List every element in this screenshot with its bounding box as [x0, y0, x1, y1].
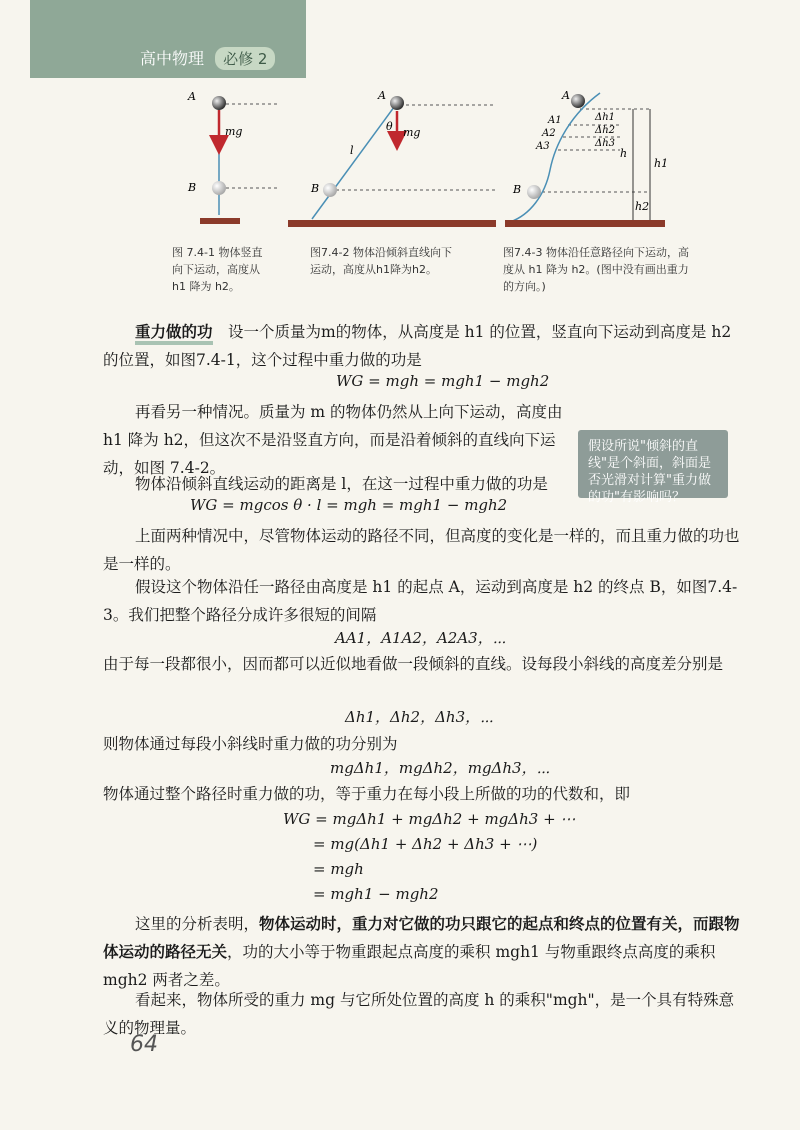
formula-2: WG = mgcos θ · l = mgh = mgh1 − mgh2 — [190, 496, 508, 514]
svg-text:h: h — [620, 147, 628, 160]
caption-fig-7-4-2: 图7.4-2 物体沿倾斜直线向下运动，高度从h1降为h2。 — [310, 246, 452, 276]
svg-text:A: A — [562, 89, 570, 102]
paragraph-4: 上面两种情况中，尽管物体运动的路径不同，但高度的变化是一样的，而且重力做的功也是一样的。 — [103, 527, 740, 573]
svg-text:Δh1: Δh1 — [595, 112, 616, 123]
svg-text:A: A — [188, 90, 196, 103]
svg-text:h2: h2 — [635, 200, 650, 213]
page-number: 64 — [130, 1032, 158, 1057]
formula-6-line-3: = mgh — [313, 860, 364, 878]
svg-text:Δh3: Δh3 — [595, 138, 616, 149]
key-conclusion: 物体运动时，重力对它做的功只跟它的起点和终点的位置有关，而跟物体运动的路径无关 — [103, 914, 740, 961]
svg-text:Δh2: Δh2 — [595, 125, 616, 136]
formula-3: AA1，A1A2，A2A3，⋯ — [335, 629, 507, 647]
header-title: 高中物理 — [140, 49, 205, 68]
svg-text:A3: A3 — [536, 141, 550, 152]
section-term: 重力做的功 — [135, 322, 213, 345]
caption-fig-7-4-3: 图7.4-3 物体沿任意路径向下运动，高度从 h1 降为 h2。(图中没有画出重力的方向。) — [503, 246, 689, 293]
figure-7-4-3 — [505, 89, 668, 227]
figure-7-4-1 — [187, 90, 280, 224]
paragraph-5: 假设这个物体沿任一路径由高度是 h1 的起点 A，运动到高度是 h2 的终点 B，如图7.4-3。我们把整个路径分成许多很短的间隔 — [103, 578, 738, 624]
paragraph-8: 物体通过整个路径时重力做的功，等于重力在每小段上所做的功的代数和，即 — [103, 785, 631, 803]
svg-text:θ: θ — [386, 120, 393, 133]
caption-fig-7-4-1: 图 7.4-1 物体竖直向下运动，高度从 h1 降为 h2。 — [172, 246, 263, 293]
formula-4: Δh1，Δh2，Δh3，⋯ — [345, 708, 494, 726]
formula-6-line-4: = mgh1 − mgh2 — [313, 885, 439, 903]
formula-6-line-2: = mg(Δh1 + Δh2 + Δh3 + ⋯) — [313, 835, 538, 853]
svg-text:A2: A2 — [542, 128, 556, 139]
svg-text:B: B — [311, 182, 320, 195]
svg-text:B: B — [513, 183, 522, 196]
svg-text:h1: h1 — [654, 157, 669, 170]
formula-1: WG = mgh = mgh1 − mgh2 — [336, 372, 550, 390]
svg-text:A1: A1 — [548, 115, 562, 126]
svg-text:mg: mg — [225, 125, 243, 138]
formula-6-line-1: WG = mgΔh1 + mgΔh2 + mgΔh3 + ⋯ — [283, 810, 576, 828]
svg-text:B: B — [188, 181, 197, 194]
paragraph-7: 则物体通过每段小斜线时重力做的功分别为 — [103, 735, 398, 753]
volume-badge: 必修 2 — [215, 47, 275, 70]
sidebar-question: 假设所说"倾斜的直线"是个斜面，斜面是否光滑对计算"重力做的功"有影响吗？ — [578, 430, 728, 498]
formula-5: mgΔh1，mgΔh2，mgΔh3，⋯ — [330, 759, 551, 777]
figure-7-4-2 — [288, 89, 496, 227]
paragraph-2: 再看另一种情况。质量为 m 的物体仍然从上向下运动，高度由 h1 降为 h2，但这次不是沿竖直方向，而是沿着倾斜的直线向下运动，如图 7.4-2。 — [103, 403, 563, 477]
book-title — [140, 46, 275, 70]
paragraph-6: 由于每一段都很小，因而都可以近似地看做一段倾斜的直线。设每段小斜线的高度差分别是 — [103, 655, 724, 673]
paragraph-10: 看起来，物体所受的重力 mg 与它所处位置的高度 h 的乘积"mgh"，是一个具有特殊意义的物理量。 — [103, 991, 735, 1037]
svg-text:l: l — [350, 144, 354, 157]
paragraph-9: 这里的分析表明，物体运动时，重力对它做的功只跟它的起点和终点的位置有关，而跟物体运动的路径无关，功的大小等于物重跟起点高度的乘积 mgh1 与物重跟终点高度的乘积 mgh2 两者之差。 — [103, 914, 740, 989]
paragraph-3: 物体沿倾斜直线运动的距离是 l，在这一过程中重力做的功是 — [135, 475, 548, 493]
paragraph-1: 重力做的功 设一个质量为m的物体，从高度是 h1 的位置，竖直向下运动到高度是 h2 的位置，如图7.4-1，这个过程中重力做的功是 — [103, 322, 732, 369]
svg-text:A: A — [378, 89, 386, 102]
figures — [170, 85, 690, 235]
svg-text:mg: mg — [403, 126, 421, 139]
